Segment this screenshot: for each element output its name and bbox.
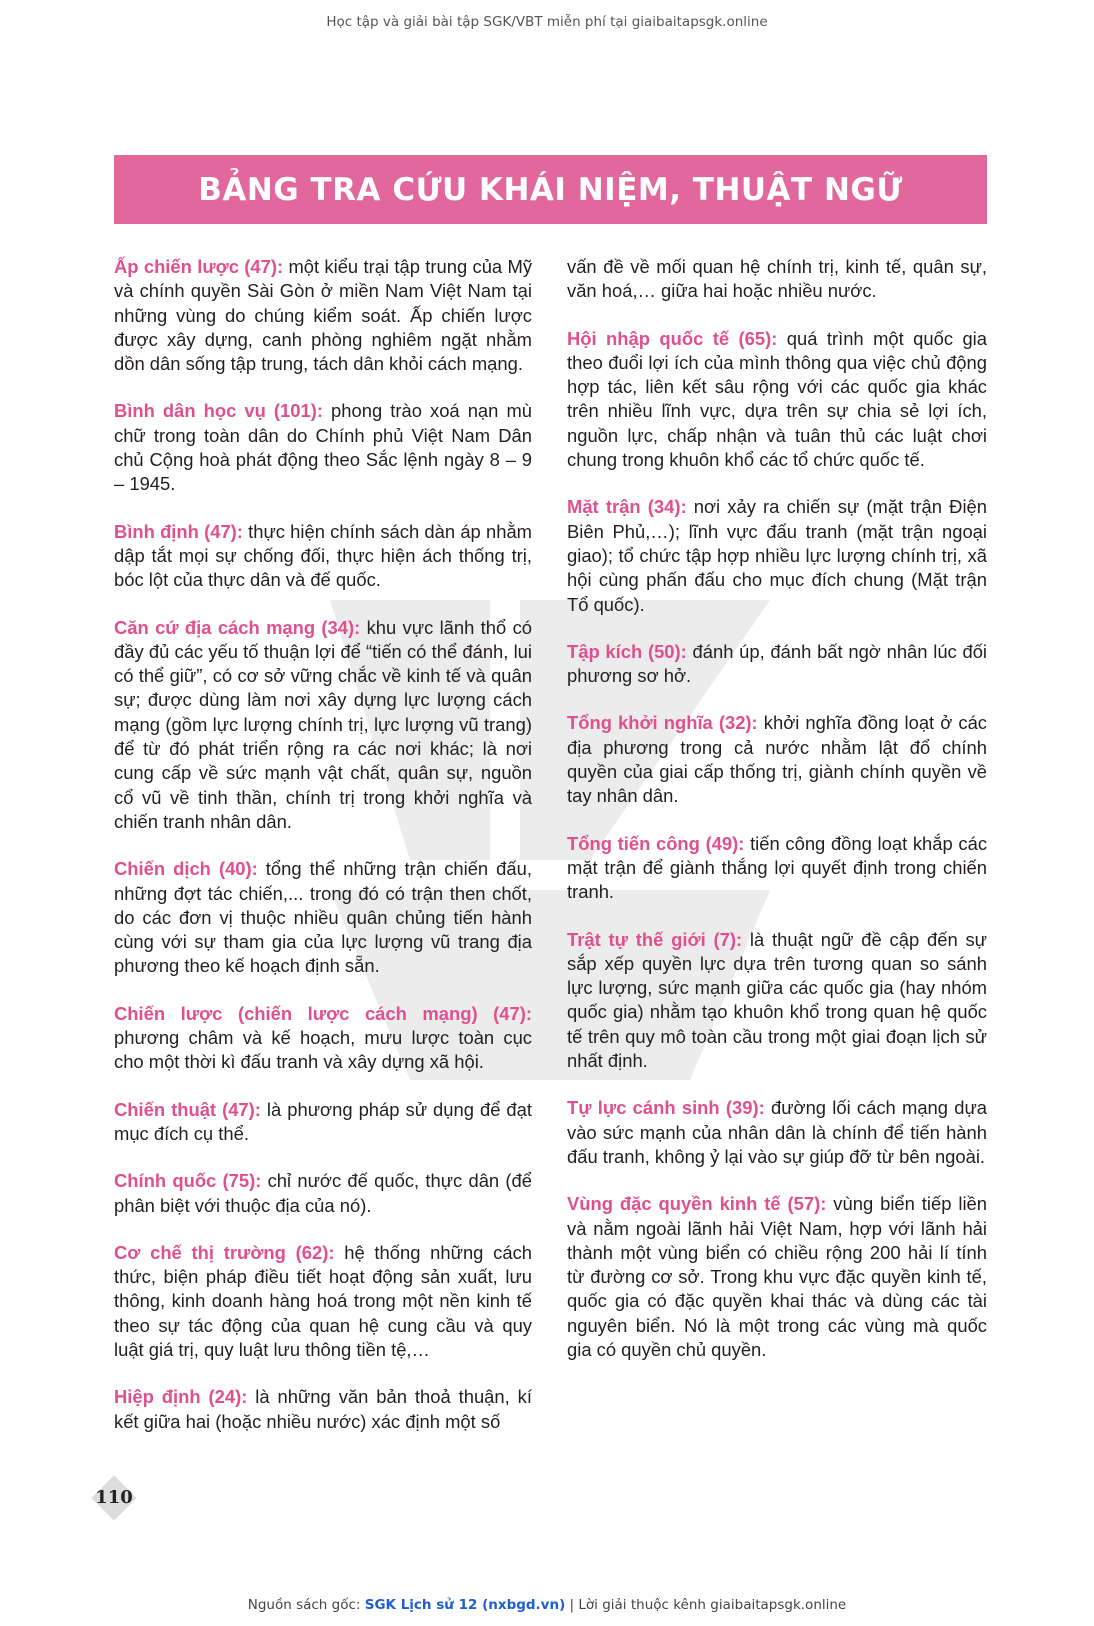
glossary-entry	[114, 399, 532, 496]
glossary-term: Chiến dịch (40):	[114, 858, 258, 880]
glossary-entry	[567, 711, 987, 808]
glossary-definition: chỉ nước đế quốc, thực dân (để phân biệt với thuộc địa của nó).	[114, 1170, 532, 1216]
glossary-term: Hội nhập quốc tế (65):	[567, 327, 778, 349]
glossary-entry	[114, 1385, 532, 1434]
glossary-entry	[114, 857, 532, 978]
glossary-definition: hệ thống những cách thức, biện pháp điều tiết hoạt động sản xuất, lưu thông, kinh doanh hàng hoá trong một nền kinh tế theo sự tác động của quan hệ cung cầu và quy luật giá trị, quy luật lưu thông tiền tệ,…	[114, 1241, 532, 1360]
glossary-definition: vấn đề về mối quan hệ chính trị, kinh tế, quân sự, văn hoá,… giữa hai hoặc nhiều nước.	[567, 256, 987, 302]
glossary-entry	[567, 255, 987, 304]
footer-suffix: | Lời giải thuộc kênh giaibaitapsgk.online	[565, 1597, 847, 1613]
glossary-entry	[567, 832, 987, 905]
glossary-term: Hiệp định (24):	[114, 1386, 248, 1408]
page-title: BẢNG TRA CỨU KHÁI NIỆM, THUẬT NGỮ	[198, 171, 903, 208]
glossary-entry	[567, 1192, 987, 1362]
title-banner	[114, 155, 987, 224]
glossary-definition: là thuật ngữ đề cập đến sự sắp xếp quyền lực dựa trên tương quan so sánh lực lượng, sức mạnh giữa các quốc gia (hay nhóm quốc gia) nhằm tạo khuôn khổ trong quan hệ quốc tế trên quy mô toàn cầu trong một giai đoạn lịch sử nhất định.	[567, 928, 987, 1072]
glossary-definition: tiến công đồng loạt khắp các mặt trận để giành thắng lợi quyết định trong chiến tranh.	[567, 832, 988, 903]
glossary-term: Tổng khởi nghĩa (32):	[567, 712, 758, 734]
footer-note	[0, 1597, 1094, 1613]
glossary-entry	[114, 1002, 532, 1075]
glossary-entry	[114, 1169, 532, 1218]
glossary-term: Chiến thuật (47):	[114, 1098, 261, 1120]
glossary-definition: đánh úp, đánh bất ngờ nhân lúc đối phương sơ hở.	[567, 640, 988, 687]
glossary-entry	[114, 1241, 532, 1362]
glossary-entry	[567, 1096, 987, 1169]
glossary-entry	[567, 327, 987, 473]
glossary-definition: thực hiện chính sách dàn áp nhằm dập tắt mọi sự chống đối, thực hiện ách thống trị, bóc lột của thực dân và đế quốc.	[114, 520, 532, 591]
footer-prefix: Nguồn sách gốc:	[247, 1597, 365, 1613]
glossary-definition: là phương pháp sử dụng để đạt mục đích cụ thể.	[114, 1098, 533, 1144]
page-number-badge	[92, 1476, 136, 1520]
glossary-term: Chiến lược (chiến lược cách mạng) (47):	[114, 1002, 532, 1024]
glossary-term: Tập kích (50):	[567, 640, 687, 662]
header-note: Học tập và giải bài tập SGK/VBT miễn phí tại giaibaitapsgk.online	[326, 14, 768, 30]
glossary-definition: đường lối cách mạng dựa vào sức mạnh của nhân dân là chính để tiến hành đấu tranh, không ỷ lại vào sự giúp đỡ từ bên ngoài.	[567, 1097, 988, 1167]
glossary-definition: phương châm và kế hoạch, mưu lược toàn cục cho một thời kì đấu tranh và xây dựng xã hội.	[114, 1027, 532, 1073]
glossary-term: Mặt trận (34):	[567, 496, 687, 518]
glossary-entry	[114, 520, 532, 593]
glossary-entry	[114, 1098, 532, 1147]
glossary-term: Bình dân học vụ (101):	[114, 400, 323, 422]
glossary-definition: nơi xảy ra chiến sự (mặt trận Điện Biên Phủ,…); lĩnh vực đấu tranh (mặt trận ngoại giao); tổ chức tập hợp nhiều lực lượng chính trị, xã hội cùng phấn đấu cho mục đích chung (Mặt trận Tổ quốc).	[567, 496, 987, 615]
glossary-term: Chính quốc (75):	[114, 1170, 262, 1192]
page-number: 110	[95, 1487, 133, 1508]
left-column	[114, 255, 532, 1457]
glossary-entry	[567, 495, 987, 616]
glossary-term: Cơ chế thị trường (62):	[114, 1241, 335, 1263]
glossary-definition: khu vực lãnh thổ có đầy đủ các yếu tố thuận lợi để “tiến có thể đánh, lui có thể giữ”, có cơ sở vững chắc về kinh tế và quân sự; được dùng làm nơi xây dựng lực lượng cách mạng (gồm lực lượng chính trị, lực lượng vũ trang) để từ đó phát triển rộng ra các nơi khác; là nơi cung cấp về sức mạnh vật chất, quân sự, nguồn cổ vũ về tinh thần, chính trị trong khởi nghĩa và chiến tranh nhân dân.	[114, 616, 532, 832]
glossary-definition: một kiểu trại tập trung của Mỹ và chính quyền Sài Gòn ở miền Nam Việt Nam tại những vùng do chúng kiểm soát. Ấp chiến lược được xây dựng, canh phòng nghiêm ngặt nhằm dồn dân sống tập trung, tách dân khỏi cách mạng.	[114, 256, 533, 375]
glossary-term: Tự lực cánh sinh (39):	[567, 1097, 765, 1119]
glossary-term: Căn cứ địa cách mạng (34):	[114, 616, 361, 638]
glossary-definition: quá trình một quốc gia theo đuổi lợi ích của mình thông qua việc chủ động hợp tác, liên kết sâu rộng với các quốc gia khác trên nhiều lĩnh vực, dựa trên sự chia sẻ lợi ích, nguồn lực, chấp nhận và tuân thủ các luật chơi chung trong khuôn khổ các tổ chức quốc tế.	[567, 327, 987, 471]
glossary-definition: khởi nghĩa đồng loạt ở các địa phương trong cả nước nhằm lật đổ chính quyền của giai cấp thống trị, giành chính quyền về tay nhân dân.	[567, 712, 987, 807]
right-column	[567, 255, 987, 1385]
glossary-definition: phong trào xoá nạn mù chữ trong toàn dân do Chính phủ Việt Nam Dân chủ Cộng hoà phát động theo Sắc lệnh ngày 8 – 9 – 1945.	[114, 400, 532, 495]
glossary-term: Ấp chiến lược (47):	[114, 256, 284, 277]
glossary-entry	[567, 640, 987, 689]
glossary-term: Trật tự thế giới (7):	[567, 928, 743, 950]
glossary-entry	[114, 616, 532, 835]
source-link[interactable]: SGK Lịch sử 12 (nxbgd.vn)	[364, 1597, 566, 1613]
glossary-entry	[567, 928, 987, 1074]
glossary-definition: vùng biển tiếp liền và nằm ngoài lãnh hải Việt Nam, hợp với lãnh hải thành một vùng biển có chiều rộng 200 hải lí tính từ đường cơ sở. Trong khu vực đặc quyền kinh tế, quốc gia có đặc quyền khai thác và dùng các tài nguyên biển. Nó là một trong các vùng mà quốc gia có quyền chủ quyền.	[567, 1193, 987, 1360]
glossary-entry	[114, 255, 532, 376]
glossary-definition: là những văn bản thoả thuận, kí kết giữa hai (hoặc nhiều nước) xác định một số	[114, 1386, 532, 1432]
glossary-definition: tổng thể những trận chiến đấu, những đợt tác chiến,... trong đó có trận then chốt, do các đơn vị thuộc nhiều quân chủng tiến hành cùng với sự tham gia của lực lượng vũ trang địa phương theo kế hoạch định sẵn.	[114, 858, 532, 977]
glossary-term: Vùng đặc quyền kinh tế (57):	[567, 1193, 827, 1215]
glossary-term: Bình định (47):	[114, 520, 243, 542]
glossary-term: Tổng tiến công (49):	[567, 832, 745, 854]
